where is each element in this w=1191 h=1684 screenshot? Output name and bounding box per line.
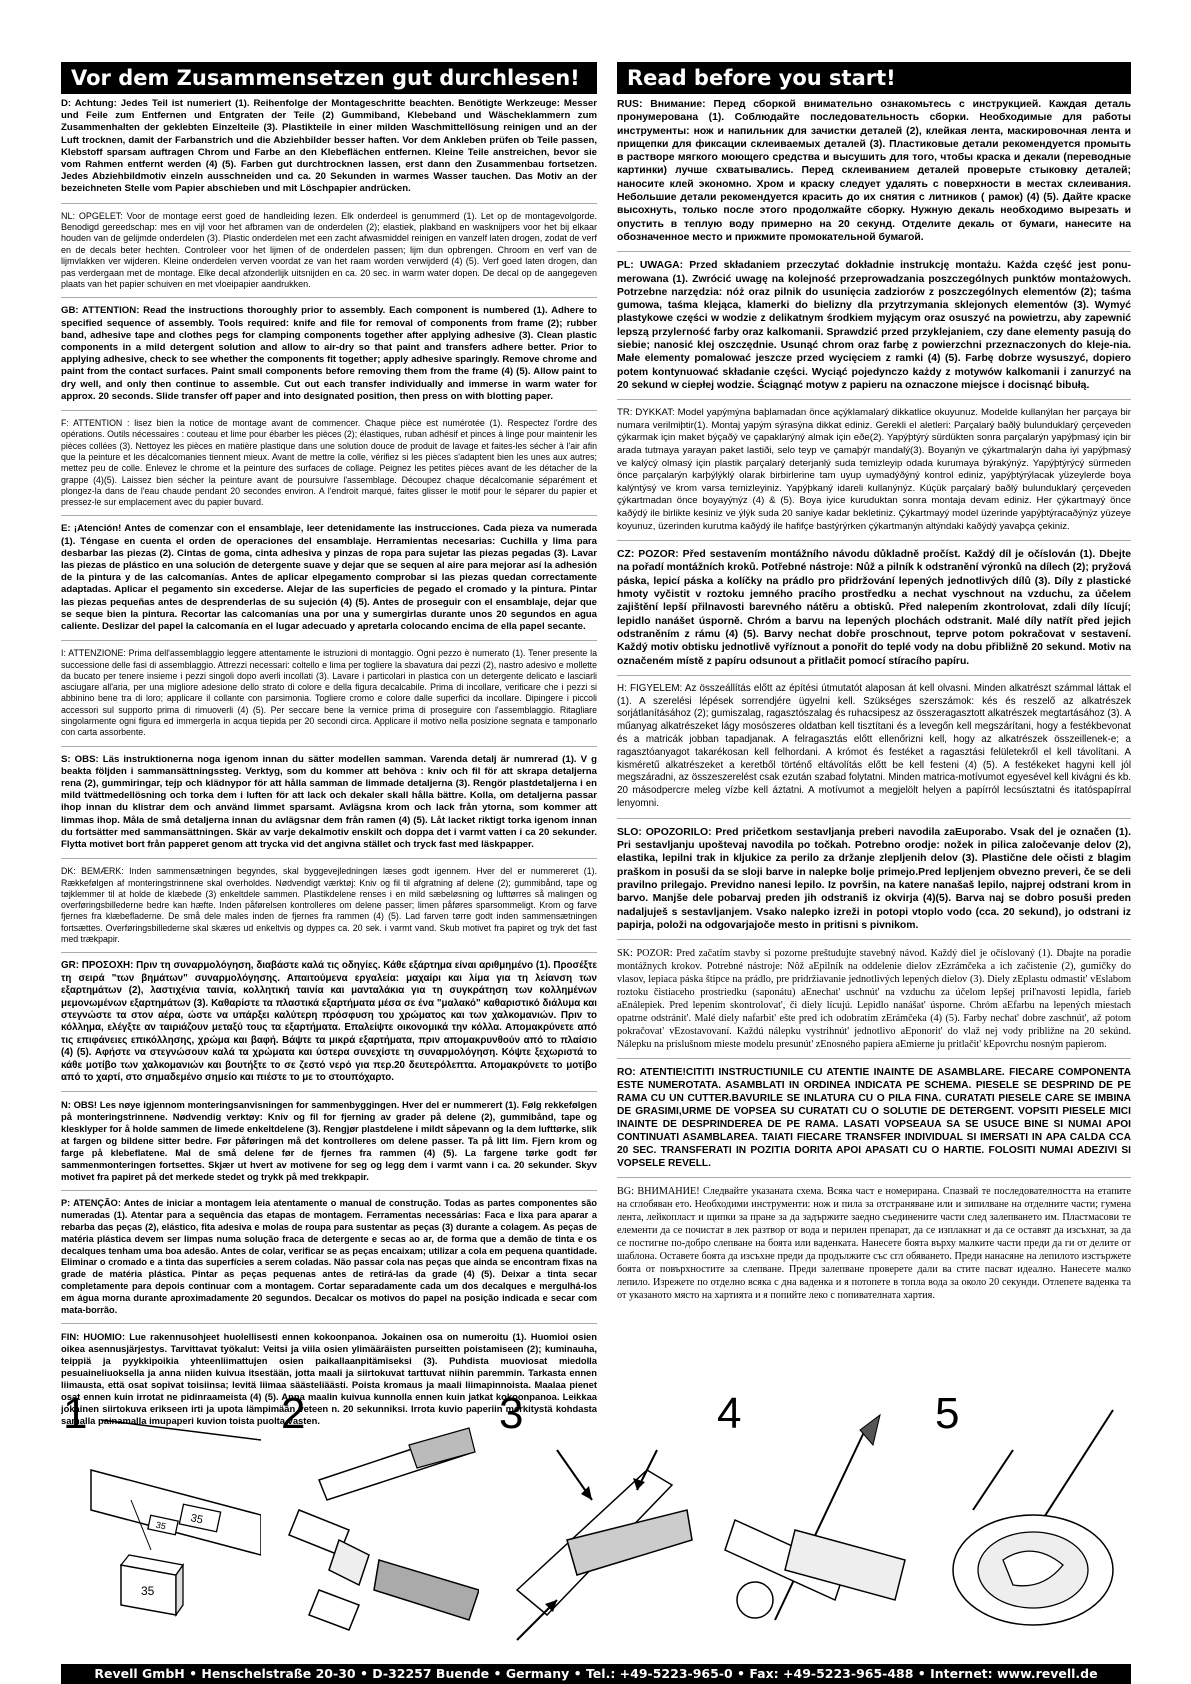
- decal-application-illustration: [933, 1390, 1133, 1652]
- instructions-de: D: Achtung: Jedes Teil ist numeriert (1). Reihenfolge der Montageschritte beachten. Benötigte Werkzeuge: Messer und Feile zum Entfernen und Entgraten der Teile (2) Gummiband, Klebeband und Wäscheklammern zum Zusammenhalten der geklebten Einzelteile (3). Plastikteile in einer milden Waschmittellösung reinigen und an der Luft trocknen, damit der Farbanstrich und die Abziehbilder besser haften. Vor dem Ankleben prüfen ob Teile passen, Klebstoff sparsam auftragen Chrom und Farbe an den Klebeflächen entfernen. Kleine Teile anstreichen, bevor sie vom Rahmen entfernt werden (4) (5). Farben gut durchtrocknen lassen, erst dann den Zusammenbau fortsetzen. Jedes Abziehbildmotiv einzeln ausschneiden und ca. 20 Sekunden in warmes Wasser tauchen. Das Motiv an der bezeichneten Stelle vom Papier abschieben und mit Löschpapier andrücken.: [61, 98, 597, 204]
- instructions-fin: FIN: HUOMIO: Lue rakennusohjeet huolellisesti ennen kokoonpanoa. Jokainen osa on numeroitu (1). Huomioi osien oikea asennusjärjestys. Tarvittavat työkalut: Veitsi ja viila osien ylimääräisten purseitten poistamiseen (2); kuminauha, teippiä ja pyykkipoikia yhteenliimattujen osien paikallaanpitämiseksi (3). Puhdista muoviosat miedolla pesuaineliuoksella ja anna niiden kuivua itsestään, jotta maali ja siirtokuvat tarttuvat niihin paremmin. Tarkasta ennen liimausta, että osat sopivat toisiinsa; levitä liimaa säästeliäästi. Poista kromaus ja maali liimapinnoista. Maalaa pienet osat ennen kuin irrotat ne pidinraameista (4) (5). Anna maalin kuivua kunnolla ennen kuin jatkat kokoonpanoa. Leikkaa jokainen siirtokuva erikseen irti ja upota lämpimään veteen n. 20 sekunniksi. Irrota kuvio paperiin merkitystä kohdasta samalla painamalla imupaperi kuvion toista puolta vasten.: [61, 1331, 597, 1427]
- step-number: 5: [935, 1389, 960, 1438]
- instructions-e: E: ¡Atención! Antes de comenzar con el ensamblaje, leer detenidamente las instrucciones. Cada pieza va numerada (1). Téngase en cuenta el orden de operaciones del ensamblaje. Herramientas necesarias: Cuchilla y lima para desbarbar las piezas (2). Cintas de goma, cinta adhesiva y pinzas de ropa para sujetar las piezas pegadas (3). Lavar las piezas de plástico en una solución de detergente suave y dejar que se sequen al aire para mejorar así la adhesión de la pintura y de las calcomanías. Antes de aplicar elpegamento comprobar si las piezas quedan correctamente adaptadas. Aplicar el pegamento sin excederse. Alejar de las superficies de pegado el cromado y la pintura. Pintar las piezas pequeñas antes de desprenderlas de su sujeción (4) (5). Antes de proseguir con el ensamblaje, dejar que se seque bien la pintura. Recortar las calcomanías una por una y sumergirlas durante unos 20 segundos en agua caliente. Deslizar del papel la calcomanía en el lugar adecuado y apretarla colocando encima de ella papel secante.: [61, 523, 597, 641]
- step-number: 2: [281, 1389, 306, 1438]
- step-number: 4: [717, 1389, 742, 1438]
- instructions-pl: PL: UWAGA: Przed składaniem przeczytać dokładnie instrukcję montażu. Każda część jest ponu-merowana (1). Zwrócić uwagę na kolejność przeprowadzania poszczególnych punktów montażowych. Potrzebne narzędzia: nóż oraz pilnik do usunięcia zadziorów z poszczególnych elementów (2); taśma gumowa, taśma klejąca, klamerki do bielizny dla przytrzymania sklejonych elementów (3). Wymyć plastykowe części w wodzie z delikatnym środkiem myjącym oraz osuszyć na powietrzu, aby zapewnić lepszą przyleгność farby oraz kalkomanii. Sprawdzić przed przyklejaniem, czy dane elementy pasują do siebie; nanosić klej oszczędnie. Usunąć chrom oraz farbę z powierzchni przeznaczonych do kleje-nia. Małe elementy pomalować jeszcze przed wycięciem z ramki (4) (5). Farbę dobrze wysuszyć, dopiero potem kontynuować składanie części. Wyciąć pojedynczo każdy z motywów kalkomanii i zanurzyć na 20 sekund w ciepłej wodzie. Ściągnąć motyw z papieru na oznaczone miejsce i docisnąć bibułą.: [617, 259, 1131, 400]
- instructions-f: F: ATTENTION : lisez bien la notice de montage avant de commencer. Chaque pièce est numérotée (1). Respectez l'ordre des opérations. Outils nécessaires : couteau et lime pour ébarber les pièces (2); élastiques, ruban adhésif et pinces à linge pour maintenir les pièces collées (3). Nettoyez les pièces en matière plastique dans une solution douce de produit de lavage et faites-les sécher à l'air afin que la peinture et les décalcomanies tiennent mieux. Avant de mettre la colle, vérifiez si les pièces s'adaptent bien les unes aux autres; mettez peu de colle. Enlevez le chrome et la peinture des surfaces de collage. Peignez les petites pièces avant de les détacher de la grappe (4)(5). Laissez bien sécher la peinture avant de poursuivre l'assemblage. Découpez chaque décalcomanie séparément et plongez-la dans de l'eau chaude pendant 20 secondes environ. A l'endroit marqué, faites glisser le motif pour le séparer du papier et pressez-le sur emplacement avec du papier buvard.: [61, 418, 597, 516]
- header-title-en: Read before you start!: [617, 62, 1131, 94]
- instructions-p: P: ATENÇÃO: Antes de iniciar a montagem leia atentamente o manual de construção. Todas as partes componentes são numeradas (1). Atentar para a sequência das etapas de montagem. Ferramentas necessárias: Faca e lixa para aparar a rebarba das peças (2), elástico, fita adesiva e molas de roupa para sustentar as peças (3) durante a colagem. As peças de matéria plástica devem ser limpas numa solução fraca de detergente e secas ao ar, de forma que a demão de tinta e os decalques tenham uma boa adesão. Antes de colar, verificar se as peças encaixam; utilizar a cola em pequena quantidade. Eliminar o cromado e a tinta das superfícies a serem coladas. Não passar cola nas peças que ainda se encontram fixas na grade de matéria plástica. Pintar as peças pequenas antes de retirá-las da grade (4) (5). Deixar a tinta secar completamente para depois continuar com a montagem. Cortar separadamente cada um dos decalques e mergulhá-los em água morna durante aproximadamente 20 segundos. Decalcar os motivos do papel na posição indicada e secar com mata-borrão.: [61, 1198, 597, 1324]
- instructions-tr: TR: DYKKAT: Model yapýmýna baþlamadan önce açýklamalarý dikkatlice okuyunuz. Modelde kullanýlan her parçaya bir numara verilmiþtir(1). Montaj yapým sýrasýna dikkat ediniz. Gerekli el aletleri: Parçalarý baðlý bulunduklarý çerçeveden çýkarmak için maket býçaðý ve çapaklarýný almak için eðe(2). Yapýþtýrý sürdükten sonra parçalarýn yapýþmasý için bir arada tutmaya yarayan paket lastiði, selo teyp ve çamaþýr mandalý(3). Boyanýn ve çýkartmalarýn daha iyi yapýþmasý ve kalýcý olmasý için plastik parçalarý deterjanlý suda temizleyip odada kurumaya býrakýnýz. Yapýþtýrýcý sürmeden önce parçalarýn karþýlýklý olarak birbirlerine tam uyup uymadýðýný kontrol ediniz, yapýþtýrýlacak yüzeylerde boya kalýntýsý ve krom varsa temizleyiniz. Yapýþkaný idareli kullanýnýz. Küçük parçalarý baðlý bulunduklarý çerçeveden çýkartmadan önce boyayýnýz (4) & (5). Boya iyice kuruduktan sonra montaja devam ediniz. Her çýkartmayý önce kaðýdý ile birlikte kesiniz ve ýlýk suda 20 saniye kadar bekletiniz. Çýkartmayý model üzerinde yapýþtýracaðýnýz yüzeye koyunuz, üzerinden kurutma kaðýdý ile hafifçe bastýrýrken çýkartmanýn altýndaki kaðýdý yavaþça çekiniz.: [617, 407, 1131, 541]
- clamping-parts-illustration: [497, 1390, 697, 1652]
- painting-parts-illustration: [715, 1390, 915, 1652]
- instructions-cz: CZ: POZOR: Před sestavením montážního návodu důkladně pročíst. Každý díl je očíslován (1). Dbejte na pořadí montážních kroků. Potřebné nástroje: Nůž a pilník k odstranění výronků na dílech (2); pryžová páska, lepicí páska a kolíčky na prádlo pro přidržování lepených jednotlivých dílů (3). Díly z plastické hmoty vyčistit v roztoku jemného pracího prostředku a nechat vyschnout na vzduchu, za účelem zajištění lepší přilnavosti barevného nátěru a obtisků. Před nalepením zkontrolovat, zdali díly lícují; lepidlo nanášet úsporně. Chróm a barvu na lepených plochách odstranit. Malé díly natřít před jejich odstraněním z rámu (4) (5). Barvy nechat dobře proschnout, teprve potom pokračovat v sestavení. Každý motiv obtisku jednotlivě vyříznout a ponořit do teplé vody na dobu přibližně 20 sekund. Motiv na označeném místě z papíru odsunout a přitlačit pomocí stíracího papíru.: [617, 548, 1131, 676]
- instructions-bg: BG: ВНИМАНИЕ! Следвайте указаната схема. Всяка част е номерирана. Спазвай те последователността на етапите на сглобяван ето. Необходими инструменти: нож и пила за отстраняване или и зипилване на отделните части; гумена лента, лейкопласт и щипки за пране за да задържите заедно съединените части след залепването им. Пластмасови те елементи да се почистат в лек разтвор от вода и перилен препарат, да се изплакнат и да се оставят да изсъхнат, за да се постигне по-добро слепване на боята или ваденката. Нанесете боята върху малките части преди да ги от делите от шаблона. Оставете боята да изсъхне преди да продължите със сгл обяването. Преди нанасяне на лепилото изстържете боята от повърхностите за слепване. Преди залепване проверете дали ва стите пасват идеално. Нанесете малко лепило. Изрежете по отделно всяка с дна ваденка и я потопете в топла вода за около 20 секунди. Отлепете ваденка та от указаното място на хартията и я попийте леко с попивателната хартия.: [617, 1186, 1131, 1302]
- numbered-sprue-illustration: [61, 1390, 261, 1652]
- part-label: 35: [141, 1584, 155, 1598]
- instructions-gb: GB: ATTENTION: Read the instructions thoroughly prior to assembly. Each component is numbered (1). Adhere to specified sequence of assembly. Tools required: knife and file for removal of components from frame (2); rubber band, adhesive tape and clothes pegs for clamping components together after applying adhesive (3). Clean plastic components in a mild detergent solution and allow to air-dry so that paint and transfers adhere better. Prior to applying adhesive, check to see whether the components fit together; apply adhesive sparingly. Remove chrome and paint from the contact surfaces. Paint small components before removing them from the frame (4) (5). Allow paint to dry well, and only then continue to assemble. Cut out each transfer individually and immerse in warm water for approx. 20 seconds. Slide transfer off paper and into designated position, then press on with blotting paper.: [61, 305, 597, 411]
- instructions-nl: NL: OPGELET: Voor de montage eerst goed de handleiding lezen. Elk onderdeel is genummerd (1). Let op de montagevolgorde. Benodigd gereedschap: mes en vijl voor het afbramen van de onderdelen (2); elastiek, plakband en wasknijpers voor het bij elkaar houden van de gelijmde onderdelen (3). Plastic onderdelen met een zacht afwasmiddel reinigen en vanzelf laten drogen, zodat de verf en de decals beter hechten. Controleer voor het lijmen of de onderdelen passen; lijm dun opbrengen. Chroom en verf van de lijmvlakken ver wijderen. Kleine onderdelen verven voordat ze van het raam worden verwijderd (4) (5). Verf goed laten drogen, dan pas verdergaan met de montage. Elke decal afzonderlijk uitsnijden en ca. 20 sec. in warm water dopen. De decal op de aangegeven plaats van het papier schuiven en met vloeipapier aandrukken.: [61, 211, 597, 299]
- instructions-s: S: OBS: Läs instruktionerna noga igenom innan du sätter modellen samman. Varenda detalj är numrerad (1). V g beakta följden i sammansättningssteg. Verktyg, som du kommer att behöva : kniv och fil för att skrapa detaljerna rena (2), gummiringar, tejp och klädnypor för att hålla samman de limmade detaljerna (3). Rengör plastdetaljerna i en mild tvättmedellösning och torka dem i luften för att lack och dekaler skall hålla bättre. Kolla, om detaljerna passar ihop innan du klistrar dem och använd limmet sparsamt. Avlägsna krom och lack från ytorna, som kommer att limmas ihop. Måla de små detaljerna innan du avlägsnar dem från ramen (4) (5). Låt lacket riktigt torka igenom innan du fortsätter med sammansättningen. Skär av varje dekalmotiv enskilt och doppa det i varmt vatten i ca 20 sekunder. Flytta motivet bort från papperet genom att trycka vid det angivna stället och tryck fast med läskpapper.: [61, 754, 597, 860]
- instructions-ro: RO: ATENTIE!CITITI INSTRUCTIUNILE CU ATENTIE INAINTE DE ASAMBLARE. FIECARE COMPONENTA ESTE NUMEROTATA. ASAMBLATI IN ORDINEA INDICATA PE SCHEMA. PIESELE SE DESPRIND DE PE RAMA CU UN CUTTER.BAVURILE SE INLATURA CU O PILA FINA. CURATATI PIESELE CARE SE IMBINA DE GRASIMI,URME DE VOPSEA SU CURATATI CU O SOLUTIE DE DETERGENT. VOPSITI PIESELE MICI INAINTE DE DESPRINDEREA DE PE RAMA. LASATI VOPSEAUA SA SE USUCE BINE SI NUMAI APOI CONTINUATI ASAMBLAREA. TAIATI FIECARE TRANSFER INDIVIDUAL SI IMERSATI IN APA CALDA CCA 20 SEC. TRANSFERATI IN POZITIA DORITA APOI APASATI CU O HARTIE. FOLOSITI NUMAI ADEZIVI SI VOPSELE REVELL.: [617, 1066, 1131, 1178]
- instructions-gr: GR: ΠΡΟΣΟΧΗ: Πριν τη συναρμολόγηση, διαβάστε καλά τις οδηγίες. Κάθε εξάρτημα είναι αριθμημένο (1). Προσέξτε τη σειρά "των βημάτων" συναρμολόγησης. Απαιτούμενα εργαλεία: μαχαίρι και λίμα για τη λείανση των εξαρτημάτων (2), λαστιχένια ταινία, κολλητική ταινία και μανταλάκια για τη συγκράτηση των κολλημένων μεμονωμένων εξαρτημάτων (3). Καθαρίστε τα πλαστικά εξαρτήματα μέσα σε ένα "μαλακό" καθαριστικό διάλυμα και στεγνώστε τα στον αέρα, ώστε να υπάρξει καλύτερη πρόσφυση του χρώματος και των χαλκομανιών. Πριν το κόλλημα, ελέγξτε αν ταιριάζουν μεταξύ τους τα εξαρτήματα. Επαλείψτε οικονομικά την κόλλα. Απομακρύνετε από τις επιφάνειες επικόλλησης, χρώμα και βαφή. Βάψτε τα μικρά εξαρτήματα, πριν απομακρυνθούν από το πλαίσιο (4) (5). Αφήστε να στεγνώσουν καλά τα χρώματα και ύστερα συνεχίστε τη συναρμολόγηση. Κόψτε ξεχωριστά το κάθε μοτίβο των χαλκομανιών και βουτήξτε το σε ζεστό νερό για περ.20 δευτερόλεπτα. Απομακρύνετε το μοτίβο από το χαρτί, στο σημαδεμένο σημείο και πιέστε το με το στουπόχαρτο.: [61, 960, 597, 1092]
- step-5: [933, 1390, 1133, 1652]
- step-4: [715, 1390, 915, 1652]
- footer-contact-bar: Revell GmbH • Henschelstraße 20-30 • D-32257 Buende • Germany • Tel.: +49-5223-965-0 • Fax: +49-5223-965-488 • Internet: www.revell.de: [61, 1664, 1131, 1684]
- assembly-steps: [61, 1390, 1131, 1652]
- step-3: [497, 1390, 697, 1652]
- instructions-rus: RUS: Внимание: Перед сборкой внимательно ознакомьтесь с инструкцией. Каждая деталь пронумерована (1). Соблюдайте последовательность сборки. Необходимые для работы инструменты: нож и напильник для зачистки деталей (2), клейкая лента, маскировочная лента и прищепки для фиксации склеиваемых деталей (3). Пластиковые детали рекомендуется промыть в растворе мягкого моющего средства и высушить для того, чтобы краска и декали (переводные картинки) лучше схватывались. Перед склеиванием деталей проверьте стыковку деталей; наносите клей экономно. Хром и краску следует удалять с поверхности в местах склеивания. Небольшие детали рекомендуется красить до их снятия с литников ( рамок) (4) (5). Дайте краске высохнуть, только после этого продолжайте сборку. Нужную декаль необходимо вырезать и опустить в теплую воду примерно на 20 секунд. Отделите декаль от бумаги, нанесите на обозначенное место и прижмите промокательной бумагой.: [617, 98, 1131, 252]
- instructions-i: I: ATTENZIONE: Prima dell'assemblaggio leggere attentamente le istruzioni di montaggio. Ogni pezzo è numerato (1). Tener presente la successione delle fasi di assemblaggio. Attrezzi necessari: coltello e lima per togliere la sbavatura dai pezzi (2), nastro adesivo e mollette da bucato per tenere insieme i pezzi singoli dopo averli incollati (3). Lavare i particolari in plastica con un detergente delicato e lasciarli asciugare all'aria, per una migliore adesione dello strato di colore e della figura decalcabile. Prima di incollare, verificare che i pezzi si abbinino bene tra di loro; applicare il collante con parsimonia. Togliere cromo e colore dalle superfici da incollare. Dipingere i piccoli accessori sul supporto prima di rimuoverli (4) (5). Per seccare bene la vernice prima di proseguire con l'assemblaggio. Ritagliare singolarmente ogni figura ed immergerla in acqua tiepida per 20 secondi circa. Applicare il motivo nella posizione segnata e tamponarlo con carta assorbente.: [61, 648, 597, 746]
- step-2: [279, 1390, 479, 1652]
- part-label: 35: [189, 1512, 205, 1527]
- part-label: 35: [154, 1519, 167, 1532]
- right-column: [617, 98, 1131, 1316]
- header-title-de: Vor dem Zusammensetzen gut durchlesen!: [61, 62, 597, 94]
- instructions-h: H: FIGYELEM: Az összeállítás előtt az építési útmutatót alaposan át kell olvasni. Minden alkatrészt számmal láttak el (1). A szerelési lépések sorrendjére ügyelni kell. Szükséges szerszámok: kés és reszelő az alkatrészek sorjátlanításához (2); gumiszalag, ragasztószalag és ruhacsipesz az összeragasztott alkatrészek megtartásához (3). A műanyag alkatrészeket lágy mosószeres oldatban kell tisztítani és a levegőn kell megszárítani, hogy a festékbevonat és a matricák jobban tapadjanak. A felragasztás előtt ellenőrizni kell, hogy az alkatrészek összeillenek-e; a ragasztóanyagot takarékosan kell felhordani. A krómot és festéket a ragasztási felületekről el kell távolítani. A kisméretű alkatrészeket a keretből történő eltávolítás előtt be kell festeni (4) (5). A festékeket hagyni kell jól megszáradni, az összeszerelést csak ezután szabad folytatni. Minden matrica-motívumot egyesével kell kivágni és kb. 20 másodpercre meleg vízbe kell áztatni. A motívumot a megjelölt helyen a papírról lecsúsztatni és itatóspapírral lenyomni.: [617, 683, 1131, 819]
- left-column: [61, 98, 597, 1441]
- step-number: 1: [63, 1389, 88, 1438]
- knife-and-file-illustration: [279, 1390, 479, 1652]
- instructions-sk: SK: POZOR: Pred začatím stavby si pozorne preštudujte stavebný návod. Každý diel je očíslovaný (1). Dbajte na poradie montážnych krokov. Potrebné nástroje: Nôž aEpilník na oddelenie dielov zEzrámčeka a ich začistenie (2), gumičky do vlasov, lepiaca páska štipce na prádlo, pre pridržiavanie jednotlivých lepených dielov (3). Diely zEplastu odmastit' vEslabom roztoku čistiaceho prostriedku (saponátu) aEnechat' uschnút' na vzduchu za účelom lepšej priľnavosti lepidla, farieb aEnálepiek. Pred lepením skontrolovat', či diely lícujú. Lepidlo nanášat' úsporne. Chróm aEfarbu na lepených miestach opatrne odstránit'. Malé diely nafarbit' ešte pred ich odobratím zErámčeka (4) (5). Farby nechat' dobre zaschnút', až potom pokračovat' vEzostavovaní. Každú nálepku vystrihnút' jednotlivo aEponorit' do vlaž nej vody približne na 20 sekúnd. Nálepku na príslušnom mieste modelu presunút' zEnosného papiera aEmierne ju pritlačit' kEpovrchu nosným papierom.: [617, 947, 1131, 1059]
- step-number: 3: [499, 1389, 524, 1438]
- instructions-n: N: OBS! Les nøye igjennom monteringsanvisningen for sammenbyggingen. Hver del er nummerert (1). Følg rekkefølgen på monteringstrinnene. Nødvendig verktøy: Kniv og fil for fjerning av grader på delene (2), gummibånd, tape og klesklyper for å holde sammen de limede enkeltdelene (3). Rengjør plastdelene i mildt såpevann og la dem lufttørke, slik at fargen og bildene sitter bedre. Før påføringen må det kontrolleres om delene passer. Ta på litt lim. Fjern krom og farge på klebeflatene. Mal de små delene før de fjernes fra rammen (4) (5). La fargene tørke godt før sammenmonteringen fortsettes. Skjær ut hvert av motivene for seg og legg dem i varmt vann i ca. 20 sekunder. Skyv motivet fra papiret på det merkede stedet og trykk på med trekkpapir.: [61, 1099, 597, 1191]
- instructions-dk: DK: BEMÆRK: Inden sammensætningen begyndes, skal byggevejledningen læses godt igennem. Hver del er nummereret (1). Rækkefølgen af monteringstrinnene skal overholdes. Nødvendigt værktøj: Kniv og fil til afgratning af delene (2); gummibånd, tape og tøjklemmer til at holde de klæbede (3) enkeltdele sammen. Plastikdelene renses i en mild sæbeløsning og lufttørres så malingen og overføringsbillederne bedre kan hæfte. Inden påførelsen kontrolleres om delene passer; limen påføres sparsommeligt. Krom og farve fjernes fra klæbefladerne. De små dele males inden de fjernes fra rammen (4) (5). Lad farven tørre godt inden sammensætningen fortsættes. Overføringsbillederne skal skæres ud enkeltvis og dyppes ca. 20 sek. i varmt vand. Skub motivet fra papiret og tryk det fast med trækpapir.: [61, 866, 597, 953]
- instructions-slo: SLO: OPOZORILO: Pred pričetkom sestavljanja preberi navodila zaEuporabo. Vsak del je označen (1). Pri sestavljanju upoštevaj navodila po točkah. Potrebno orodje: nožek in pilica zaločevanje delov (2), elastika, lepilni trak in kljukice za perilo za držanje zlepljenih delov (3). Plastične dele očisti z blagim praškom in posuši da se sloji barve in nalepke bolje primejo.Pred lepljenjem obvezno preveri, če se deli pravilno prilegajo. Previdno nanesi lepilo. Iz površin, na katere nanašaš lepilo, najprej odstrani krom in barvo. Manjše dele pobarvaj preden jih odstraniš iz okvirja (4)(5). Barva naj se dobro posuši preden nadaljuješ s sestavljanjem. Vsako nalepko izreži in potopi vtoplo vodo (cca. 20 sekund), jo odstrani iz papirja, položi na odgovarjajoče mesto in pritisni s pivnikom.: [617, 826, 1131, 940]
- step-1: [61, 1390, 261, 1652]
